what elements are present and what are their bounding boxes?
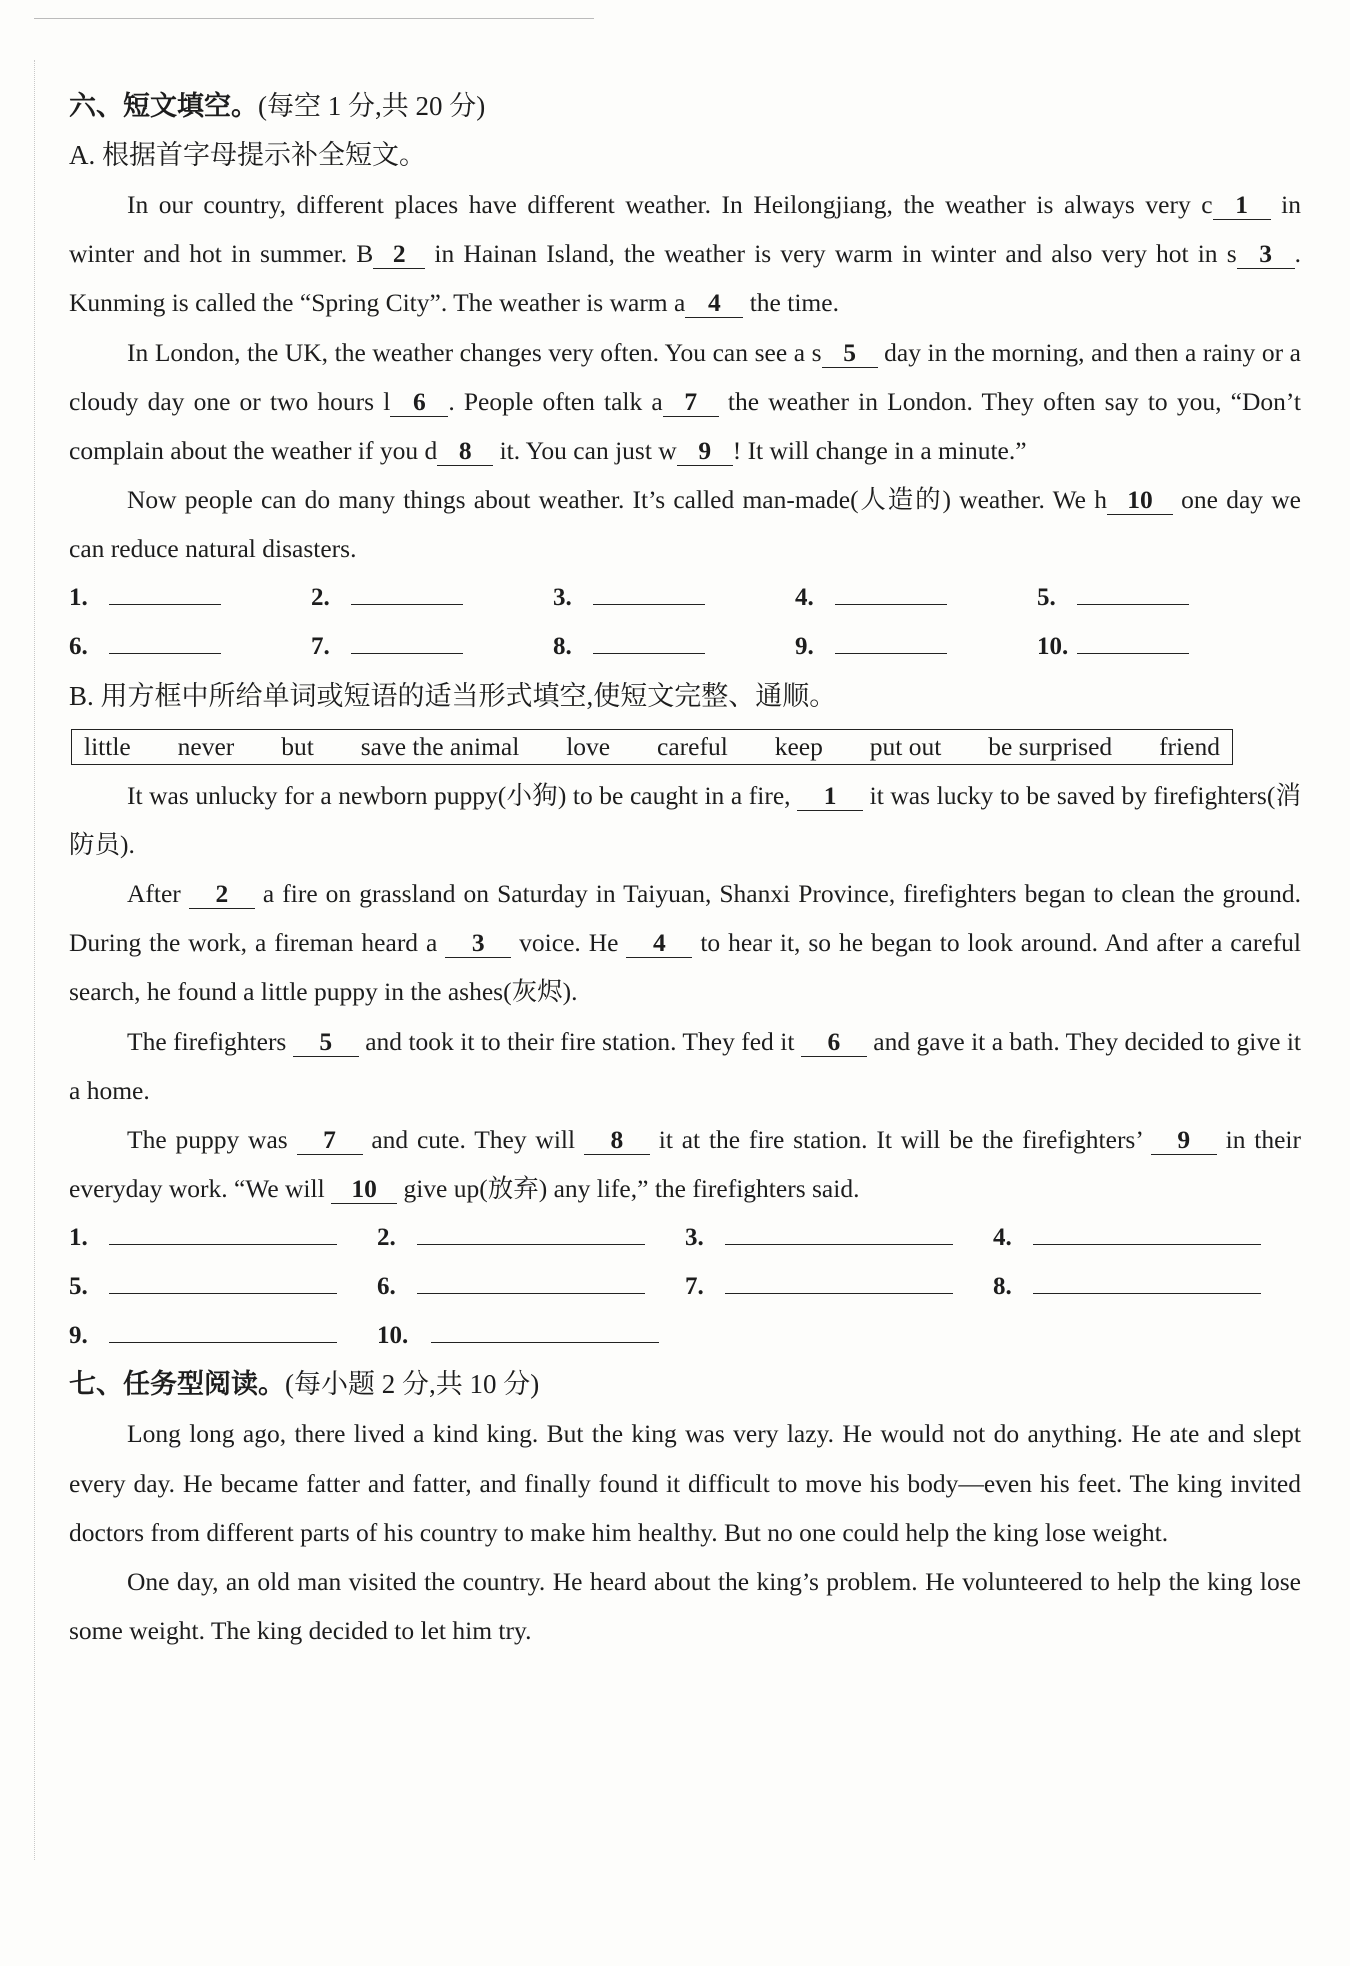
word-bank-item: keep: [774, 731, 823, 761]
answer-slot[interactable]: 1.: [69, 584, 311, 612]
blank-b-1[interactable]: 1: [797, 782, 863, 811]
word-bank-box: [71, 729, 1233, 765]
blank-b-9[interactable]: 9: [1151, 1126, 1217, 1155]
word-bank-item: love: [566, 731, 611, 761]
part-a-answer-row-1: [69, 574, 1301, 623]
word-bank-item: careful: [657, 731, 728, 761]
part-a-answer-row-2: [69, 623, 1301, 672]
part-b-paragraph-3: The firefighters 5 and took it to their fire station. They fed it 6 and gave it a bath. They decided to give it a home.: [69, 1026, 1301, 1105]
blank-b-8[interactable]: 8: [584, 1126, 650, 1155]
section-7-paragraph-2: One day, an old man visited the country. He heard about the king’s problem. He volunteered to help the king lose some weight. The king decided to let him try.: [69, 1567, 1301, 1646]
word-bank-item: be surprised: [988, 731, 1113, 761]
blank-a-9[interactable]: 9: [677, 437, 733, 466]
section-6-score-note: (每空 1 分,共 20 分): [258, 91, 486, 121]
answer-slot[interactable]: 8.: [993, 1273, 1301, 1301]
blank-a-10[interactable]: 10: [1107, 486, 1173, 515]
blank-b-2[interactable]: 2: [189, 880, 255, 909]
part-b-answer-row-1: [69, 1213, 1301, 1262]
word-bank-item: but: [281, 731, 314, 761]
word-bank-item: put out: [869, 731, 942, 761]
answer-slot[interactable]: 7.: [685, 1273, 993, 1301]
part-a-paragraph-3: Now people can do many things about weather. It’s called man-made(人造的) weather. We h 10 one day we can reduce natural disasters.: [69, 485, 1302, 564]
section-6-heading: [69, 82, 1301, 131]
answer-slot[interactable]: 5.: [69, 1273, 377, 1301]
part-b-paragraph-2: After 2 a fire on grassland on Saturday in Taiyuan, Shanxi Province, firefighters began to clean the ground. During the work, a fireman heard a 3 voice. He 4 to hear it, so he began to look around. And after a careful search, he found a little puppy in the ashes(灰烬).: [69, 879, 1302, 1007]
blank-b-5[interactable]: 5: [293, 1028, 359, 1057]
section-7-paragraph-1: Long long ago, there lived a kind king. But the king was very lazy. He would not do anything. He ate and slept every day. He became fatter and fatter, and finally found it difficult to move his body—even his feet. The king invited doctors from different parts of his country to make him healthy. But no one could help the king lose weight.: [69, 1419, 1301, 1547]
answer-slot[interactable]: 3.: [553, 584, 795, 612]
section-7-score-note: (每小题 2 分,共 10 分): [285, 1369, 540, 1400]
worksheet-page: [69, 82, 1301, 1655]
answer-slot[interactable]: 6.: [69, 633, 311, 661]
word-bank-item: friend: [1159, 731, 1220, 761]
blank-a-7[interactable]: 7: [663, 388, 719, 417]
blank-b-3[interactable]: 3: [445, 929, 511, 958]
answer-slot[interactable]: 4.: [795, 584, 1037, 612]
answer-slot[interactable]: 10.: [377, 1322, 685, 1350]
blank-b-6[interactable]: 6: [801, 1028, 867, 1057]
part-a-paragraph-1: In our country, different places have different weather. In Heilongjiang, the weather is always very c 1 in winter and hot in summer. B 2 in Hainan Island, the weather is very warm in winter and also very hot in s 3 . Kunming is called the “Spring City”. The weather is warm a 4 the time.: [69, 190, 1302, 318]
top-rule: [34, 18, 594, 19]
part-b-answer-row-3: [69, 1311, 1301, 1360]
answer-slot[interactable]: 10.: [1037, 633, 1279, 661]
section-6-title: 六、短文填空。: [69, 91, 258, 121]
blank-a-4[interactable]: 4: [685, 289, 743, 318]
part-b-instruction: B. 用方框中所给单词或短语的适当形式填空,使短文完整、通顺。: [69, 680, 837, 711]
answer-slot[interactable]: 2.: [377, 1224, 685, 1252]
blank-a-3[interactable]: 3: [1237, 240, 1295, 269]
answer-slot[interactable]: 2.: [311, 584, 553, 612]
answer-slot[interactable]: 5.: [1037, 584, 1279, 612]
part-b-paragraph-1: It was unlucky for a newborn puppy(小狗) to be caught in a fire, 1 it was lucky to be saved by firefighters(消防员).: [69, 780, 1302, 859]
blank-b-4[interactable]: 4: [626, 929, 692, 958]
part-a-paragraph-2: In London, the UK, the weather changes very often. You can see a s 5 day in the morning, and then a rainy or a cloudy day one or two hours l 6 . People often talk a 7 the weather in London. They often say to you, “Don’t complain about the weather if you d 8 it. You can just w 9 ! It will change in a minute.”: [69, 337, 1301, 466]
answer-slot[interactable]: 8.: [553, 633, 795, 661]
answer-slot[interactable]: 9.: [69, 1322, 377, 1350]
blank-a-8[interactable]: 8: [437, 437, 493, 466]
answer-slot[interactable]: 3.: [685, 1224, 993, 1252]
word-bank-item: never: [177, 731, 235, 761]
binding-margin-line: [34, 60, 35, 1860]
blank-b-10[interactable]: 10: [331, 1175, 397, 1204]
blank-a-6[interactable]: 6: [390, 388, 448, 417]
answer-slot[interactable]: 6.: [377, 1273, 685, 1301]
part-a-instruction: A. 根据首字母提示补全短文。: [69, 140, 426, 170]
answer-slot[interactable]: 4.: [993, 1224, 1301, 1252]
section-7-title: 七、任务型阅读。: [69, 1369, 285, 1400]
part-b-paragraph-4: The puppy was 7 and cute. They will 8 it at the fire station. It will be the firefighters’ 9 in their everyday work. “We will 10 give up(放弃) any life,” the firefighters said.: [69, 1125, 1302, 1204]
word-bank-item: save the animal: [360, 731, 520, 761]
answer-slot[interactable]: 1.: [69, 1224, 377, 1252]
word-bank-item: little: [84, 731, 131, 761]
part-b-answer-row-2: [69, 1262, 1301, 1311]
blank-a-1[interactable]: 1: [1213, 191, 1271, 220]
answer-slot[interactable]: 7.: [311, 633, 553, 661]
blank-a-5[interactable]: 5: [822, 339, 878, 368]
blank-a-2[interactable]: 2: [373, 240, 425, 269]
blank-b-7[interactable]: 7: [297, 1126, 363, 1155]
section-7-heading: [69, 1360, 1301, 1409]
answer-slot[interactable]: 9.: [795, 633, 1037, 661]
